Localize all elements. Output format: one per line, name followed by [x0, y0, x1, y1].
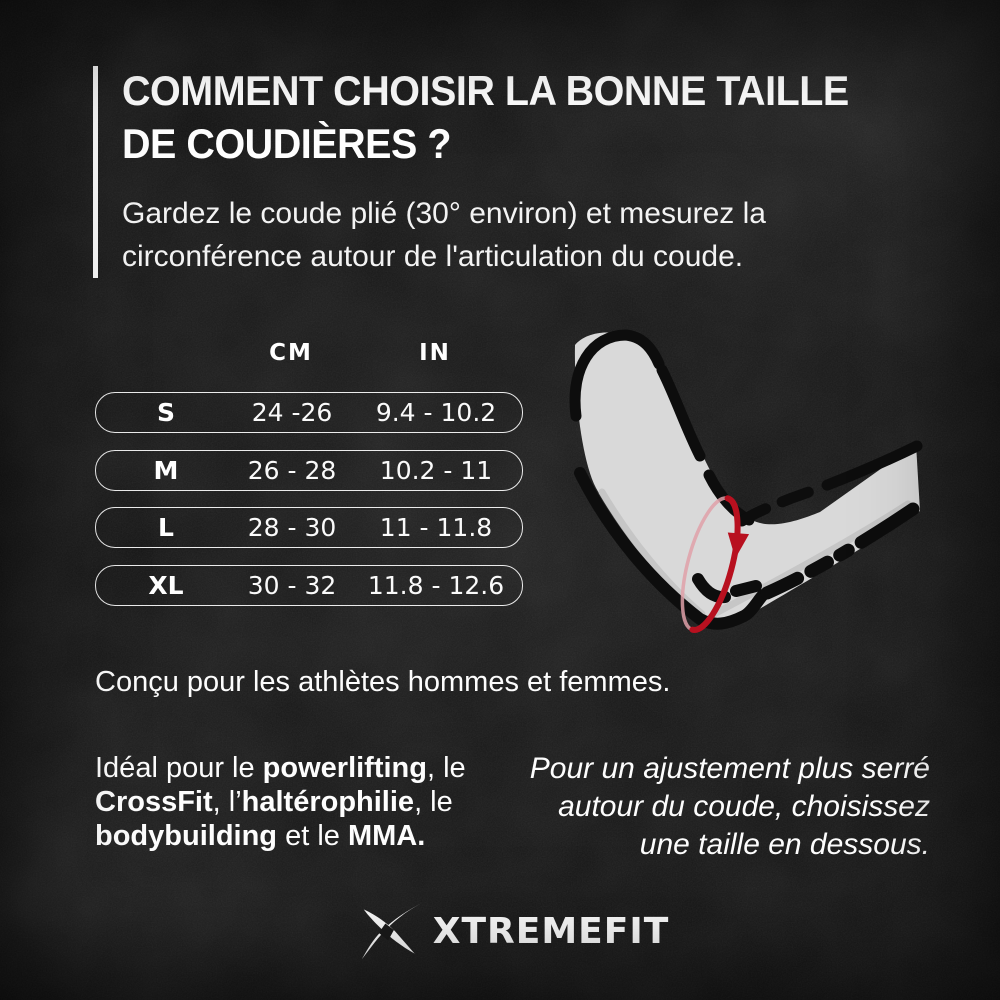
size-label: M: [153, 455, 179, 485]
size-label: L: [158, 513, 174, 542]
title-accent-bar: [93, 66, 98, 278]
fit-tip-text: [490, 750, 930, 864]
size-table-header: [95, 340, 523, 366]
table-row-xl: [95, 565, 523, 606]
instructions-text: [122, 192, 766, 278]
in-value: 9.4 - 10.2: [375, 398, 497, 427]
brand-name: XTREMEFIT: [432, 910, 670, 952]
instructions-line2: circonférence autour de l'articulation du coude.: [122, 240, 744, 273]
in-column-header: IN: [419, 340, 451, 366]
bent-elbow-illustration: [552, 328, 932, 646]
ideal-seg-bold: bodybuilding: [95, 820, 278, 852]
ideal-seg: Idéal pour le: [95, 752, 263, 784]
instructions-line1: Gardez le coude plié (30° environ) et mesurez la: [122, 197, 766, 230]
size-column-spacer: [95, 340, 235, 366]
arm-shape: [575, 333, 920, 626]
table-row-s: [95, 392, 523, 433]
audience-text: Conçu pour les athlètes hommes et femmes.: [95, 666, 671, 698]
cm-value: 28 - 30: [247, 513, 337, 542]
size-label: XL: [148, 570, 184, 600]
size-table: [95, 340, 523, 622]
ideal-seg: , le: [414, 786, 453, 818]
fit-tip-line2: autour du coude, choisissez: [558, 790, 930, 823]
page-title-line2: DE COUDIÈRES ?: [122, 120, 452, 167]
table-row-l: [95, 507, 523, 548]
size-label: S: [156, 398, 175, 427]
ideal-seg-bold: powerlifting: [262, 752, 427, 784]
fit-tip-line1: Pour un ajustement plus serré: [529, 752, 930, 785]
cm-column-header: CM: [269, 340, 313, 366]
ideal-seg-bold: CrossFit: [95, 786, 213, 818]
xtremefit-logo-icon: [359, 901, 425, 961]
page-title-line1: COMMENT CHOISIR LA BONNE TAILLE: [122, 67, 849, 114]
table-row-m: [95, 450, 523, 491]
ideal-for-text: [95, 751, 515, 853]
fit-tip-line3: une taille en dessous.: [639, 828, 930, 861]
ideal-seg: et le: [277, 820, 348, 852]
in-value: 10.2 - 11: [379, 455, 493, 485]
cm-value: 24 -26: [251, 398, 333, 427]
ideal-seg: , l’: [212, 786, 242, 818]
in-value: 11 - 11.8: [379, 513, 493, 542]
page-title: [122, 64, 849, 170]
ideal-seg-bold: haltérophilie: [241, 786, 415, 818]
ideal-seg: , le: [427, 752, 466, 784]
ideal-seg-bold: MMA.: [347, 820, 426, 852]
cm-value: 26 - 28: [247, 455, 337, 485]
brand-logo: [14, 901, 1000, 961]
in-value: 11.8 - 12.6: [367, 570, 505, 600]
cm-value: 30 - 32: [247, 570, 337, 600]
